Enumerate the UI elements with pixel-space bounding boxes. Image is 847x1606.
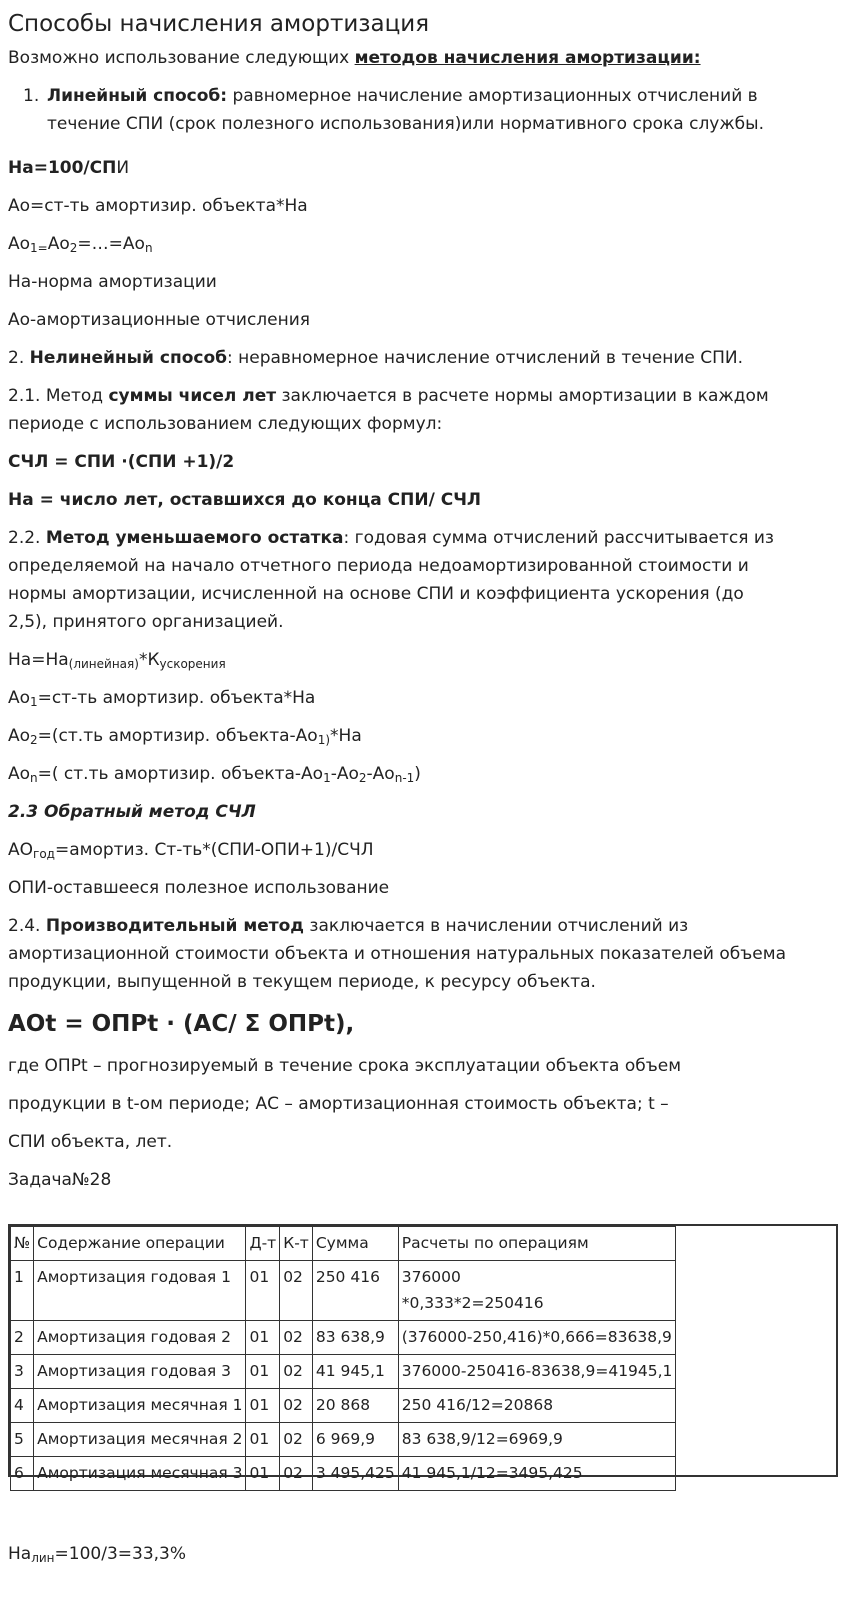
formula-aon: $Ао_n=$( ст.ть амортизир. объекта-$Ао_1-Ао_2-Ао_{n-1}$) [8, 764, 421, 785]
table-header-row [11, 1227, 676, 1261]
def-ao: Ао-амортизационные отчисления [8, 310, 310, 330]
formula-na-k: $На=На_{(линейная)}*К_{ускорения}$ [8, 650, 226, 671]
formula-productive: AOt = ОПРt · (АС/ Σ ОПРt), [8, 1011, 355, 1037]
table-row: 6 Амортизация месячная 3 01 02 3 495,425 41 945,1/12=3495,425 [11, 1457, 676, 1491]
col-header: Сумма [312, 1227, 398, 1261]
method-23: 2.3 Обратный метод СЧЛ [8, 802, 256, 822]
def-norm: На-норма амортизации [8, 272, 217, 292]
table-row: 4 Амортизация месячная 1 01 02 20 868 250 416/12=20868 [11, 1389, 676, 1423]
method-24: 2.4. Производительный метод заключается в начислении отчислений из амортизационной стоимости объекта и отношения натуральных показателей объема продукции, выпущенной в текущем периоде, к ресурсу объекта. [8, 916, 786, 992]
intro-line: Возможно использование следующих методов начисления амортизации: [8, 48, 701, 68]
formula-ao2: $Ао_2=(ст.ть$ амортизир. объекта-$Ао_{1)}*На$ [8, 726, 362, 747]
where-line-1: где ОПРt – прогнозируемый в течение срока эксплуатации объекта объем [8, 1056, 682, 1076]
calc-cell: 376000 *0,333*2=250416 [398, 1261, 676, 1321]
task-title: Задача№28 [8, 1170, 112, 1190]
nonlinear-heading: 2. Нелинейный способ: неравномерное начисление отчислений в течение СПИ. [8, 348, 744, 368]
col-header: Содержание операции [34, 1227, 246, 1261]
where-line-2: продукции в t-ом периоде; АС – амортизационная стоимость объекта; t – [8, 1094, 669, 1114]
table-row: 5 Амортизация месячная 2 01 02 6 969,9 83 638,9/12=6969,9 [11, 1423, 676, 1457]
col-header: Д-т [246, 1227, 280, 1261]
table-row: 3 Амортизация годовая 3 01 02 41 945,1 376000-250416-83638,9=41945,1 [11, 1355, 676, 1389]
table-row: 2 Амортизация годовая 2 01 02 83 638,9 (376000-250,416)*0,666=83638,9 [11, 1321, 676, 1355]
formula-ao-god: $АО_{год}=амортиз$. Ст-ть*(СПИ-ОПИ+1)/СЧЛ [8, 840, 374, 861]
formula-norm: На=100/СПИ [8, 158, 130, 178]
col-header: К-т [280, 1227, 313, 1261]
formula-na: На = число лет, оставшихся до конца СПИ/ СЧЛ [8, 490, 482, 510]
intro-highlight: методов начисления амортизации: [354, 48, 701, 68]
operations-table [10, 1226, 676, 1491]
col-header: Расчеты по операциям [398, 1227, 676, 1261]
list-number: 1. [23, 86, 40, 106]
method-22: 2.2. Метод уменьшаемого остатка: годовая сумма отчислений рассчитывается из определяемой на начало отчетного периода недоамортизированной стоимости и нормы амортизации, исчисленной на основе СПИ и коэффициента ускорения (до 2,5), принятого организацией. [8, 528, 774, 632]
document [8, 0, 840, 1194]
where-line-3: СПИ объекта, лет. [8, 1132, 173, 1152]
final-formula: $На_{лин}=100/3=33,3\%$ [8, 1544, 187, 1565]
table-row: 1 Амортизация годовая 1 01 02 250 416 376000 *0,333*2=250416 [11, 1261, 676, 1321]
list-item-linear: 1. Линейный способ: равномерное начисление амортизационных отчислений в течение СПИ (срок полезного использования)или нормативного срока службы. [8, 82, 840, 138]
method-name: Линейный способ: [47, 86, 228, 106]
method-21: 2.1. Метод суммы чисел лет заключается в расчете нормы амортизации в каждом периоде с использованием следующих формул: [8, 386, 769, 434]
page-title: Способы начисления амортизация [8, 11, 430, 37]
formula-ao: Ао=ст-ть амортизир. объекта*На [8, 196, 308, 216]
def-opi: ОПИ-оставшееся полезное использование [8, 878, 390, 898]
formula-schl: СЧЛ = СПИ ·(СПИ +1)/2 [8, 452, 235, 472]
formula-ao-equal: $Ао_{1=}Ао_2=\dots=Ао_n$ [8, 234, 153, 255]
col-header: № [11, 1227, 34, 1261]
formula-ao1: $Ао_1=ст-ть$ амортизир. объекта*На [8, 688, 316, 709]
